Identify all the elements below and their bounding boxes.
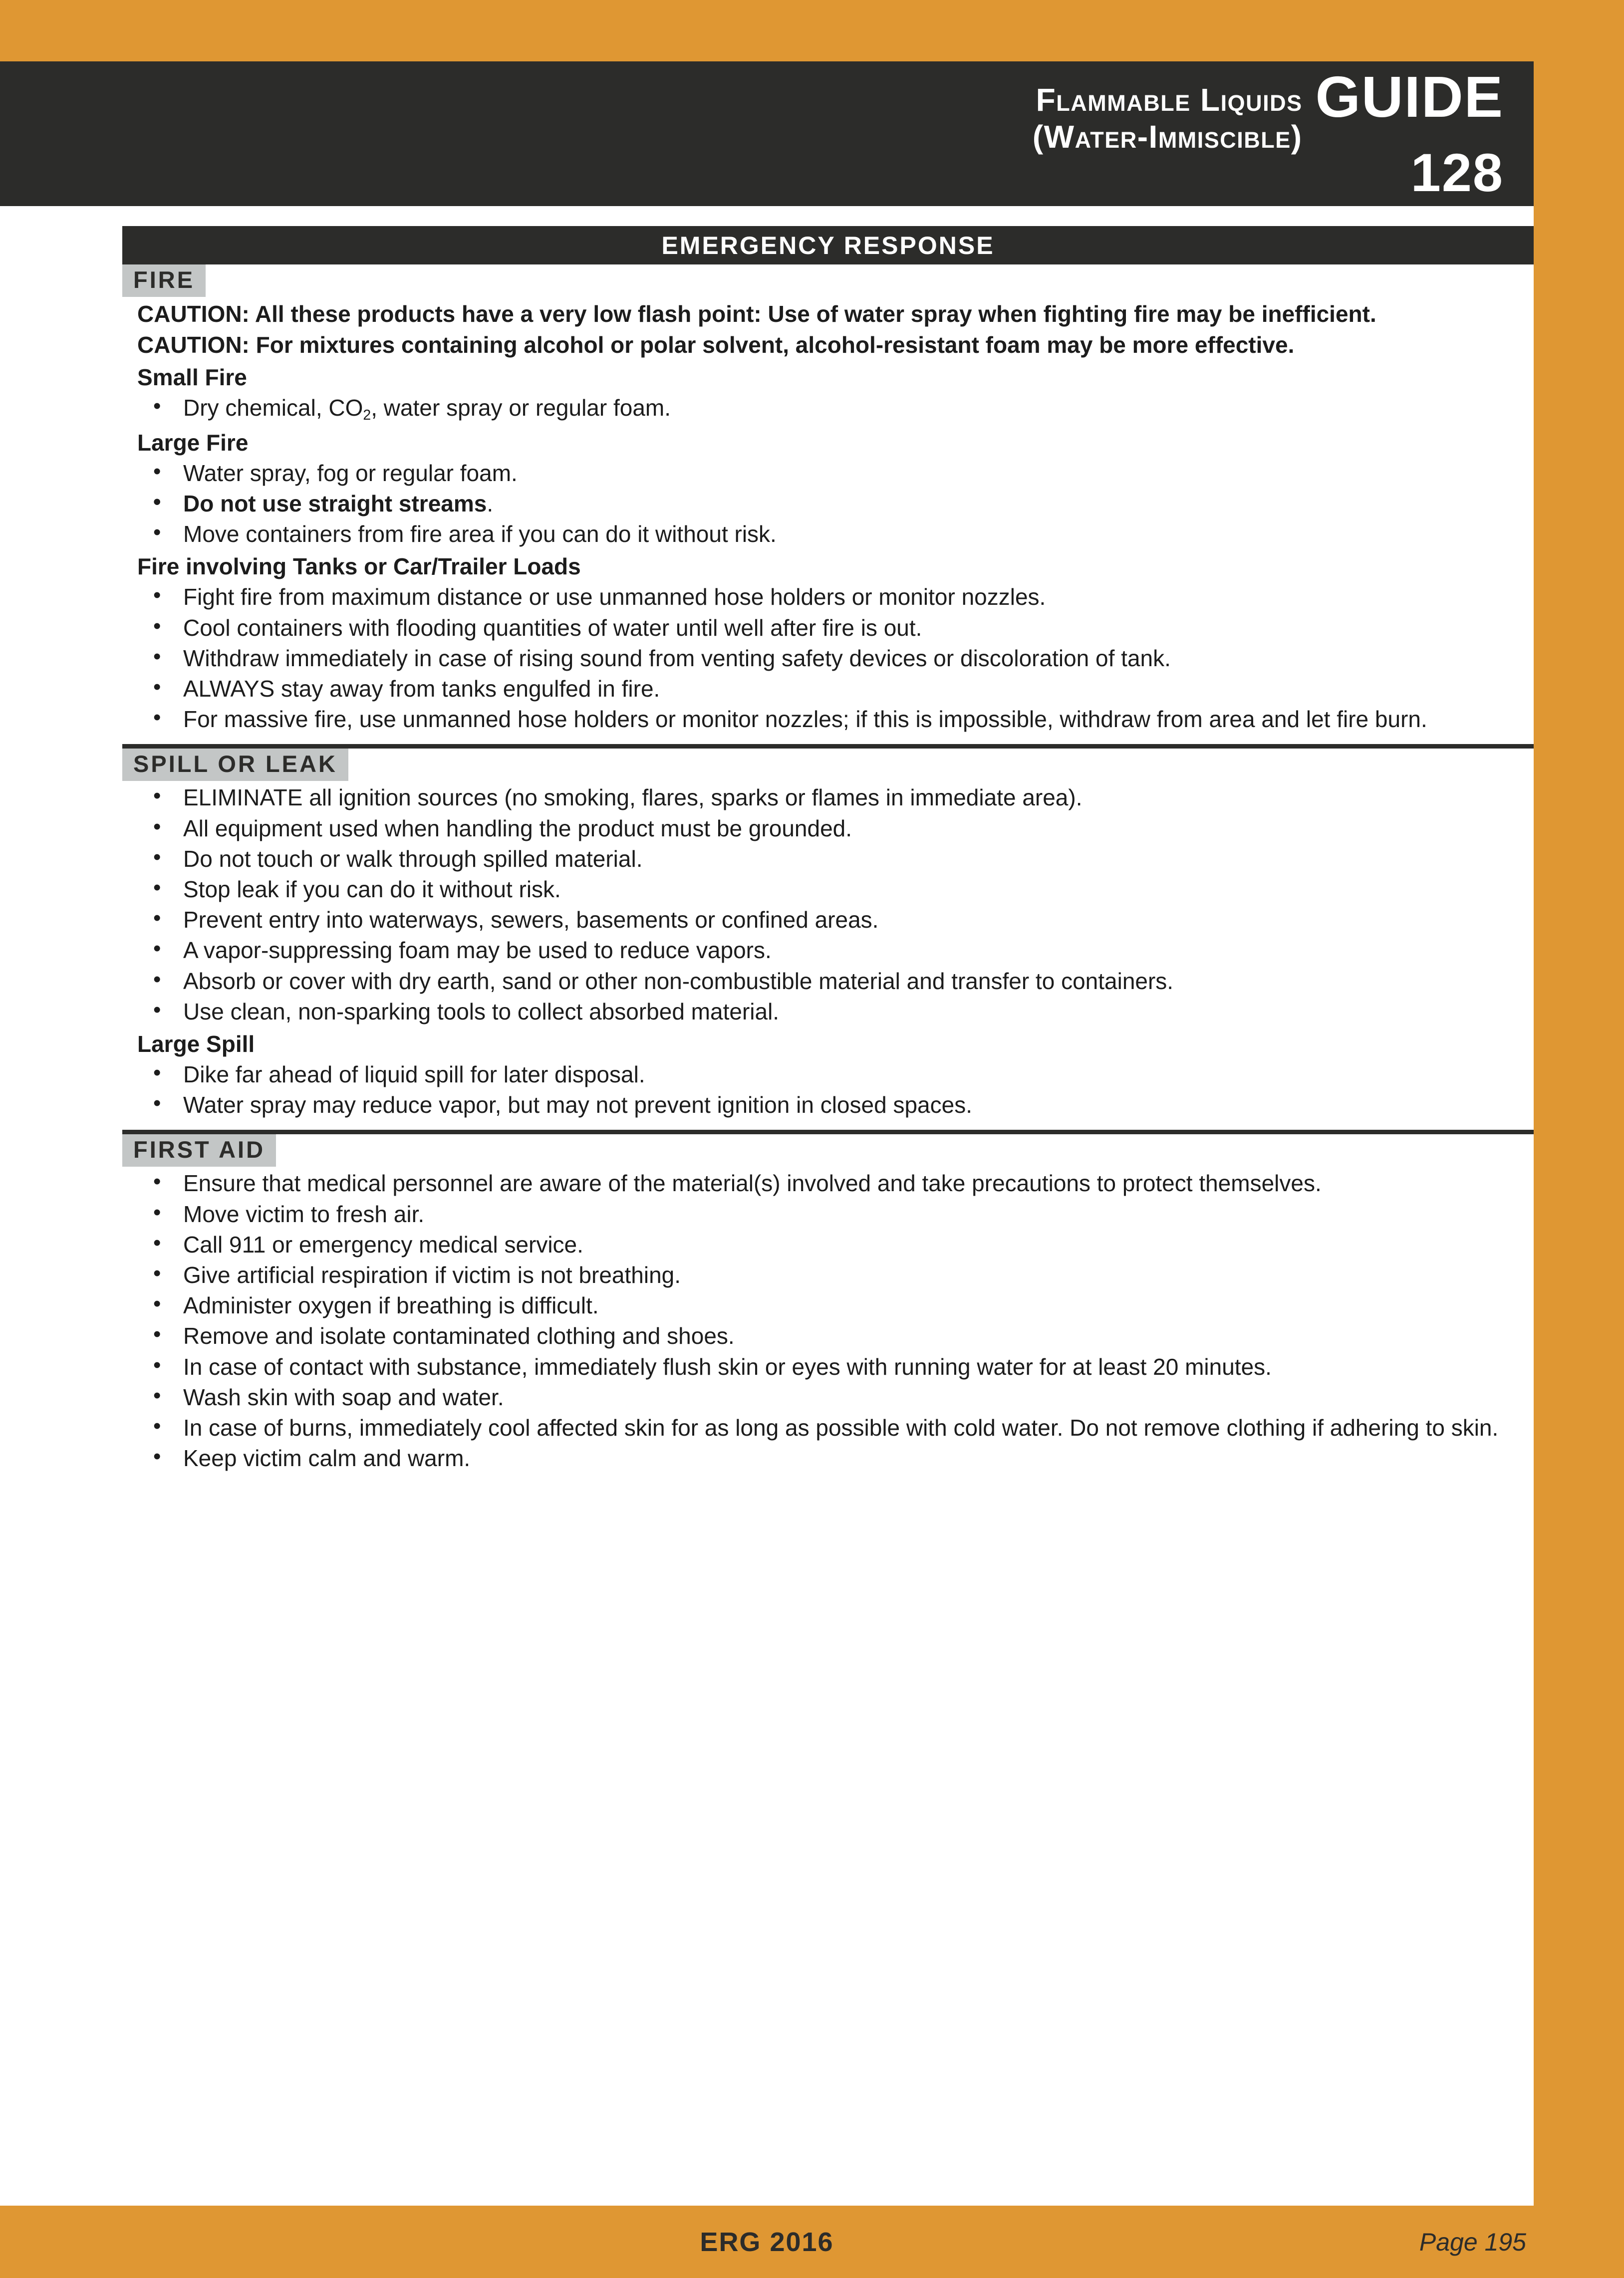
bullet-list	[137, 460, 1534, 548]
section-badge-fire: FIRE	[122, 264, 206, 297]
bullet-item: • Call 911 or emergency medical service.	[137, 1231, 1534, 1259]
bullet-list	[137, 583, 1534, 733]
bullet-item: • Administer oxygen if breathing is difficult.	[137, 1292, 1534, 1319]
bullet-list	[137, 784, 1534, 1025]
guide-word-label: GUIDE	[1315, 64, 1504, 129]
bullet-item: • For massive fire, use unmanned hose holders or monitor nozzles; if this is impossible, withdraw from area and let fire burn.	[137, 706, 1534, 733]
page-border-top	[0, 0, 1624, 61]
section-badge-row-first-aid	[122, 1134, 1534, 1167]
bullet-item: • ALWAYS stay away from tanks engulfed in fire.	[137, 675, 1534, 703]
section-fire	[122, 264, 1534, 744]
section-divider-rule	[122, 1130, 1534, 1134]
emergency-response-title-bar	[122, 226, 1534, 264]
bullet-item: • Withdraw immediately in case of rising sound from venting safety devices or discoloration of tank.	[137, 645, 1534, 672]
material-name-line1: Flammable Liquids	[1036, 82, 1303, 118]
bullet-item: • Use clean, non-sparking tools to collect absorbed material.	[137, 998, 1534, 1025]
subsection-heading: Large Spill	[137, 1030, 255, 1057]
section-first-aid	[122, 1130, 1534, 1472]
bullet-item: • In case of burns, immediately cool affected skin for as long as possible with cold water. Do not remove clothing if adhering to skin.	[137, 1414, 1534, 1442]
bullet-item: • Prevent entry into waterways, sewers, basements or confined areas.	[137, 906, 1534, 934]
bullet-item: • Wash skin with soap and water.	[137, 1384, 1534, 1411]
bullet-item: • Keep victim calm and warm.	[137, 1445, 1534, 1472]
section-badge-row-fire	[122, 264, 1534, 297]
caution-paragraph: CAUTION: All these products have a very low flash point: Use of water spray when fighting fire may be inefficient.	[137, 301, 1376, 327]
bullet-item: • Do not use straight streams.	[137, 490, 1534, 517]
section-body-spill-or-leak	[122, 784, 1534, 1119]
chemical-subscript: 2	[363, 407, 371, 424]
footer-erg-label: ERG 2016	[700, 2227, 834, 2257]
subsection-heading: Large Fire	[137, 429, 249, 456]
subsection-heading: Fire involving Tanks or Car/Trailer Loads	[137, 553, 581, 580]
bullet-item: • Remove and isolate contaminated clothing and shoes.	[137, 1322, 1534, 1350]
section-divider-rule	[122, 744, 1534, 749]
guide-header-band	[0, 61, 1534, 206]
subsection-heading: Small Fire	[137, 364, 247, 391]
bullet-item: • Move victim to fresh air.	[137, 1201, 1534, 1228]
section-body-first-aid	[122, 1170, 1534, 1472]
bullet-item: • Ensure that medical personnel are aware of the material(s) involved and take precautions to protect themselves.	[137, 1170, 1534, 1197]
bullet-item: • In case of contact with substance, immediately flush skin or eyes with running water for at least 20 minutes.	[137, 1353, 1534, 1381]
bullet-item: • Water spray may reduce vapor, but may not prevent ignition in closed spaces.	[137, 1091, 1534, 1119]
section-spill-or-leak	[122, 744, 1534, 1130]
guide-number-block	[1315, 64, 1504, 203]
bullet-item: • Dike far ahead of liquid spill for later disposal.	[137, 1061, 1534, 1088]
bullet-item: • Fight fire from maximum distance or use unmanned hose holders or monitor nozzles.	[137, 583, 1534, 611]
section-badge-first-aid: FIRST AID	[122, 1134, 276, 1167]
section-badge-row-spill-or-leak	[122, 749, 1534, 781]
section-badge-spill-or-leak: SPILL OR LEAK	[122, 749, 348, 781]
bullet-item: • Cool containers with flooding quantities of water until well after fire is out.	[137, 614, 1534, 642]
guide-number-value: 128	[1410, 142, 1504, 203]
bullet-item-tail: .	[487, 490, 494, 516]
bullet-item: • Give artificial respiration if victim is not breathing.	[137, 1262, 1534, 1289]
bullet-list	[137, 394, 1534, 424]
caution-paragraph: CAUTION: For mixtures containing alcohol or polar solvent, alcohol-resistant foam may be more effective.	[137, 332, 1295, 358]
bullet-item: • Move containers from fire area if you can do it without risk.	[137, 520, 1534, 548]
bullet-item: • Absorb or cover with dry earth, sand or other non-combustible material and transfer to containers.	[137, 968, 1534, 995]
bullet-item: • Stop leak if you can do it without risk.	[137, 876, 1534, 903]
page-footer	[0, 2206, 1624, 2278]
page-border-right	[1534, 0, 1624, 2278]
footer-page-label: Page 195	[1419, 2228, 1526, 2256]
bullet-item: • A vapor-suppressing foam may be used to reduce vapors.	[137, 937, 1534, 964]
bullet-list	[137, 1061, 1534, 1119]
guide-content	[122, 264, 1534, 1475]
bullet-list	[137, 1170, 1534, 1472]
material-name-line2: (Water-Immiscible)	[1032, 119, 1303, 155]
bullet-item: • All equipment used when handling the product must be grounded.	[137, 815, 1534, 842]
emergency-response-title: EMERGENCY RESPONSE	[661, 231, 995, 259]
bullet-item: • ELIMINATE all ignition sources (no smoking, flares, sparks or flames in immediate area).	[137, 784, 1534, 811]
section-body-fire	[122, 300, 1534, 733]
bullet-item: • Water spray, fog or regular foam.	[137, 460, 1534, 487]
bullet-item: • Do not touch or walk through spilled material.	[137, 845, 1534, 873]
bullet-item: • Dry chemical, $CO_2$, water spray or regular foam.	[137, 394, 1534, 424]
material-name-block	[1033, 70, 1316, 155]
